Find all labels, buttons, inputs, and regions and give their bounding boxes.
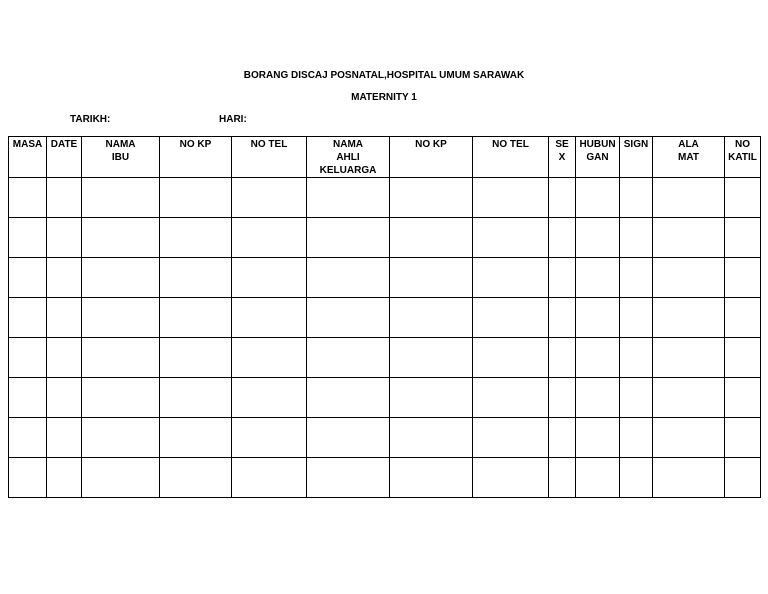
table-cell[interactable] xyxy=(47,258,82,298)
table-cell[interactable] xyxy=(620,338,653,378)
table-cell[interactable] xyxy=(47,378,82,418)
table-row xyxy=(9,218,761,258)
table-row xyxy=(9,338,761,378)
table-cell[interactable] xyxy=(725,218,761,258)
table-cell[interactable] xyxy=(82,418,160,458)
table-cell[interactable] xyxy=(390,338,473,378)
table-row xyxy=(9,298,761,338)
table-cell[interactable] xyxy=(9,258,47,298)
table-cell[interactable] xyxy=(9,418,47,458)
table-row xyxy=(9,418,761,458)
table-row xyxy=(9,178,761,218)
table-cell[interactable] xyxy=(653,338,725,378)
table-cell[interactable] xyxy=(620,258,653,298)
table-cell[interactable] xyxy=(390,378,473,418)
table-cell[interactable] xyxy=(725,458,761,498)
table-cell[interactable] xyxy=(473,218,549,258)
table-cell[interactable] xyxy=(549,178,576,218)
table-cell[interactable] xyxy=(9,338,47,378)
table-cell[interactable] xyxy=(653,178,725,218)
table-cell[interactable] xyxy=(9,378,47,418)
table-cell[interactable] xyxy=(725,258,761,298)
table-cell[interactable] xyxy=(473,178,549,218)
header-no-kp-keluarga: NO KP xyxy=(390,137,473,178)
table-header-row xyxy=(9,137,761,178)
table-cell[interactable] xyxy=(307,418,390,458)
table-cell[interactable] xyxy=(47,298,82,338)
table-cell[interactable] xyxy=(725,338,761,378)
table-cell[interactable] xyxy=(653,458,725,498)
table-cell[interactable] xyxy=(653,298,725,338)
table-cell[interactable] xyxy=(160,338,232,378)
table-cell[interactable] xyxy=(232,258,307,298)
table-cell[interactable] xyxy=(160,218,232,258)
table-cell[interactable] xyxy=(307,298,390,338)
table-cell[interactable] xyxy=(82,258,160,298)
table-cell[interactable] xyxy=(725,418,761,458)
table-cell[interactable] xyxy=(232,298,307,338)
table-cell[interactable] xyxy=(473,458,549,498)
table-cell[interactable] xyxy=(47,178,82,218)
document-subtitle: MATERNITY 1 xyxy=(351,92,417,103)
table-cell[interactable] xyxy=(473,258,549,298)
table-cell[interactable] xyxy=(9,218,47,258)
table-cell[interactable] xyxy=(576,458,620,498)
table-cell[interactable] xyxy=(160,458,232,498)
table-cell[interactable] xyxy=(9,178,47,218)
table-cell[interactable] xyxy=(82,378,160,418)
table-cell[interactable] xyxy=(576,298,620,338)
table-cell[interactable] xyxy=(160,258,232,298)
table-cell[interactable] xyxy=(653,418,725,458)
header-masa: MASA xyxy=(9,137,47,178)
table-cell[interactable] xyxy=(390,258,473,298)
table-row xyxy=(9,458,761,498)
table-cell[interactable] xyxy=(725,178,761,218)
table-cell[interactable] xyxy=(576,178,620,218)
table-cell[interactable] xyxy=(549,258,576,298)
table-cell[interactable] xyxy=(307,338,390,378)
table-cell[interactable] xyxy=(9,298,47,338)
table-cell[interactable] xyxy=(576,418,620,458)
table-cell[interactable] xyxy=(549,298,576,338)
table-cell[interactable] xyxy=(620,458,653,498)
table-cell[interactable] xyxy=(232,458,307,498)
table-cell[interactable] xyxy=(160,298,232,338)
table-cell[interactable] xyxy=(160,178,232,218)
table-cell[interactable] xyxy=(725,378,761,418)
table-cell[interactable] xyxy=(82,298,160,338)
tarikh-label: TARIKH: xyxy=(70,114,111,125)
table-cell[interactable] xyxy=(549,338,576,378)
table-cell[interactable] xyxy=(620,378,653,418)
discharge-form-table xyxy=(8,136,761,498)
table-cell[interactable] xyxy=(232,338,307,378)
table-cell[interactable] xyxy=(232,378,307,418)
table-cell[interactable] xyxy=(232,178,307,218)
table-cell[interactable] xyxy=(82,338,160,378)
table-cell[interactable] xyxy=(576,378,620,418)
table-cell[interactable] xyxy=(47,458,82,498)
table-cell[interactable] xyxy=(390,218,473,258)
table-cell[interactable] xyxy=(473,338,549,378)
table-cell[interactable] xyxy=(576,258,620,298)
table-cell[interactable] xyxy=(160,378,232,418)
header-nama-ahli-keluarga: NAMA AHLI KELUARGA xyxy=(307,137,390,178)
table-cell[interactable] xyxy=(620,418,653,458)
table-cell[interactable] xyxy=(473,298,549,338)
table-cell[interactable] xyxy=(473,418,549,458)
table-cell[interactable] xyxy=(390,458,473,498)
header-hubungan: HUBUN GAN xyxy=(576,137,620,178)
table-cell[interactable] xyxy=(390,298,473,338)
table-cell[interactable] xyxy=(473,378,549,418)
table-body xyxy=(9,178,761,498)
table-cell[interactable] xyxy=(549,218,576,258)
table-cell[interactable] xyxy=(82,178,160,218)
table-cell[interactable] xyxy=(47,418,82,458)
header-no-katil: NO KATIL xyxy=(725,137,761,178)
table-cell[interactable] xyxy=(307,378,390,418)
table-cell[interactable] xyxy=(82,218,160,258)
table-cell[interactable] xyxy=(620,298,653,338)
table-cell[interactable] xyxy=(549,458,576,498)
header-no-tel-keluarga: NO TEL xyxy=(473,137,549,178)
table-cell[interactable] xyxy=(390,178,473,218)
table-cell[interactable] xyxy=(620,178,653,218)
table-cell[interactable] xyxy=(9,458,47,498)
table-cell[interactable] xyxy=(549,378,576,418)
header-sex: SE X xyxy=(549,137,576,178)
header-date: DATE xyxy=(47,137,82,178)
table-cell[interactable] xyxy=(576,338,620,378)
header-no-kp-ibu: NO KP xyxy=(160,137,232,178)
table-cell[interactable] xyxy=(390,418,473,458)
table-cell[interactable] xyxy=(620,218,653,258)
table-cell[interactable] xyxy=(160,418,232,458)
table-row xyxy=(9,258,761,298)
table-cell[interactable] xyxy=(576,218,620,258)
table-cell[interactable] xyxy=(307,458,390,498)
table-cell[interactable] xyxy=(549,418,576,458)
document-title: BORANG DISCAJ POSNATAL,HOSPITAL UMUM SARAWAK xyxy=(243,70,525,81)
table-cell[interactable] xyxy=(653,218,725,258)
header-no-tel-ibu: NO TEL xyxy=(232,137,307,178)
table-cell[interactable] xyxy=(725,298,761,338)
table-cell[interactable] xyxy=(232,218,307,258)
table-cell[interactable] xyxy=(47,218,82,258)
header-alamat: ALA MAT xyxy=(653,137,725,178)
table-cell[interactable] xyxy=(82,458,160,498)
table-cell[interactable] xyxy=(232,418,307,458)
table-cell[interactable] xyxy=(653,258,725,298)
table-cell[interactable] xyxy=(307,218,390,258)
table-cell[interactable] xyxy=(47,338,82,378)
table-cell[interactable] xyxy=(653,378,725,418)
header-nama-ibu: NAMA IBU xyxy=(82,137,160,178)
table-cell[interactable] xyxy=(307,178,390,218)
hari-label: HARI: xyxy=(219,114,247,125)
table-cell[interactable] xyxy=(307,258,390,298)
header-sign: SIGN xyxy=(620,137,653,178)
table-row xyxy=(9,378,761,418)
